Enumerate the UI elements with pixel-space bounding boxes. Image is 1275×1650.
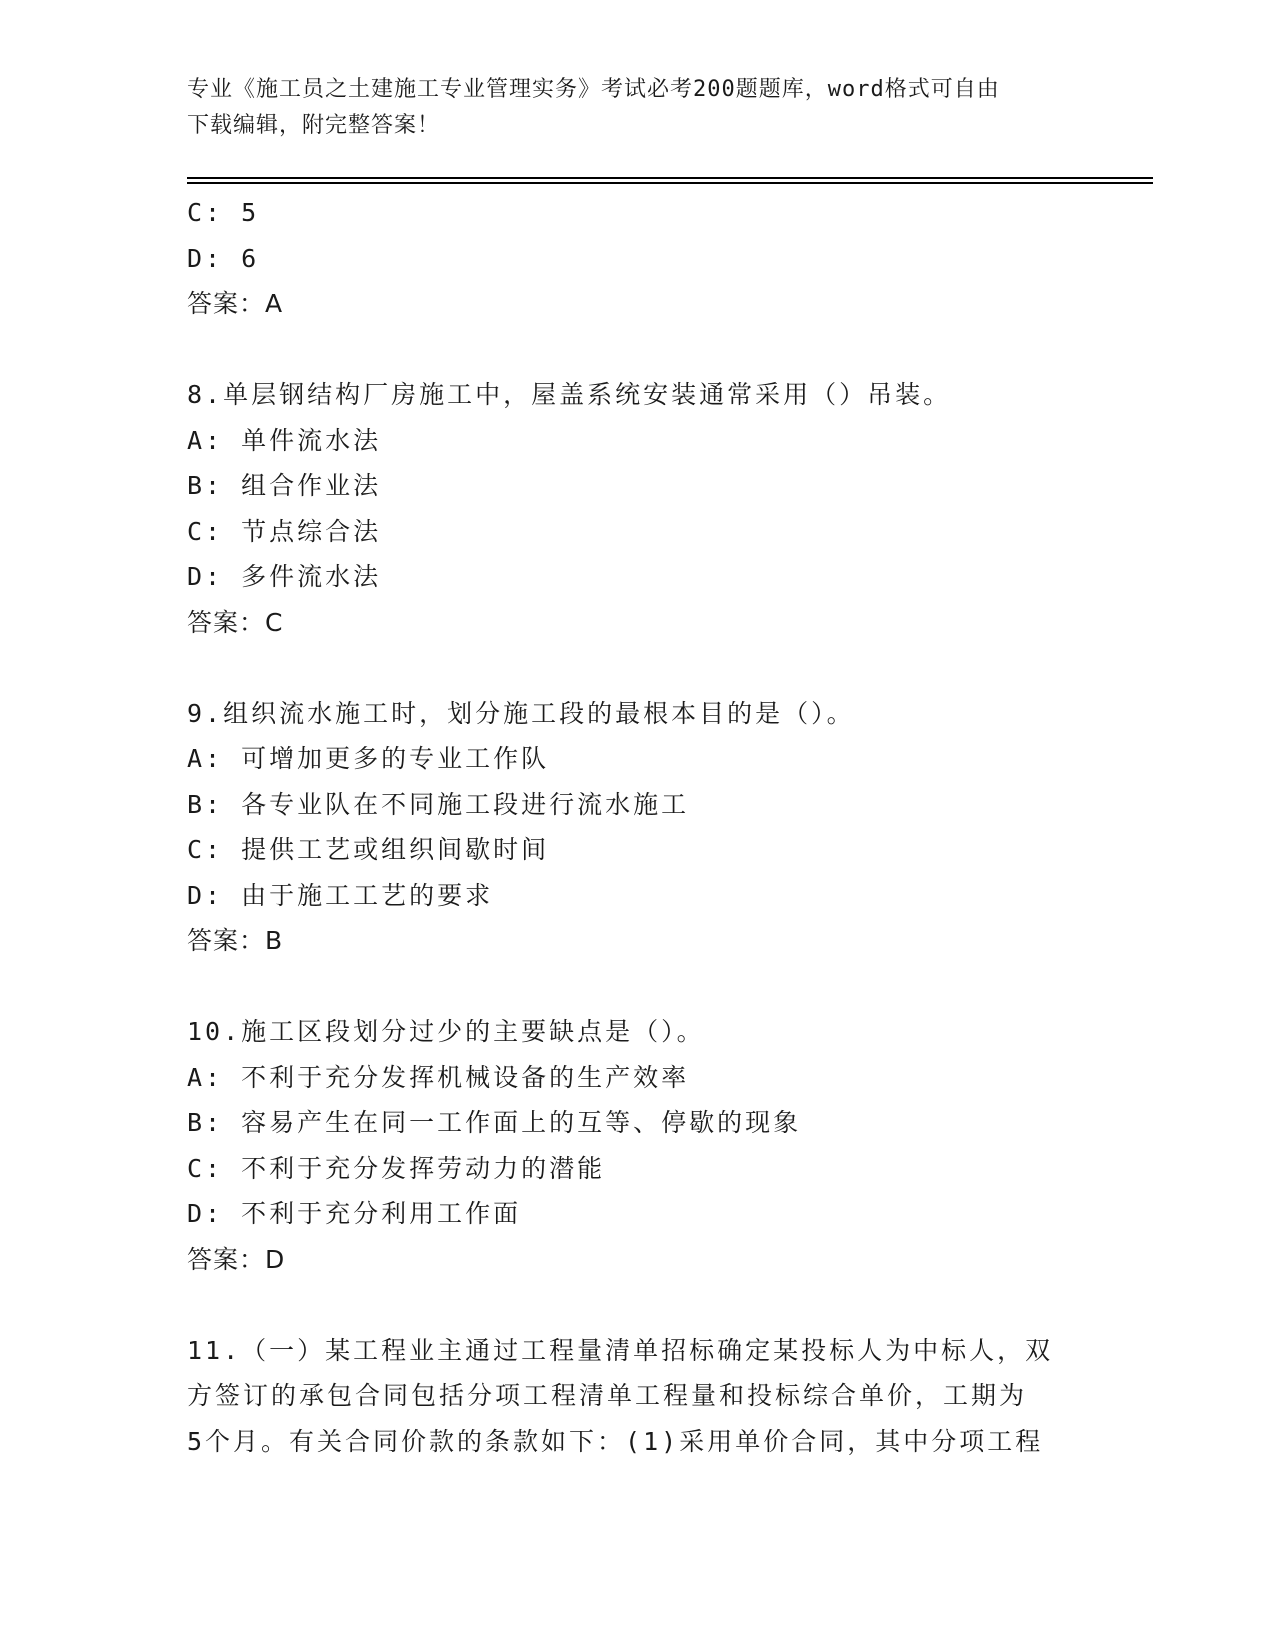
q9-option-b: B: 各专业队在不同施工段进行流水施工: [187, 789, 690, 819]
q7-option-c: C: 5: [187, 198, 260, 227]
spacer: [187, 1282, 1087, 1328]
header-line-1: 专业《施工员之土建施工专业管理实务》考试必考200题题库，word格式可自由: [187, 77, 1000, 102]
header-divider-bottom: [187, 182, 1153, 184]
spacer: [187, 964, 1087, 1010]
question-11-block: [187, 1328, 1087, 1465]
q10-answer: 答案：D: [187, 1244, 286, 1274]
q9-option-a: A: 可增加更多的专业工作队: [187, 744, 550, 773]
q8-question: 8.单层钢结构厂房施工中，屋盖系统安装通常采用（）吊装。: [187, 380, 952, 409]
q8-option-b: B: 组合作业法: [187, 471, 382, 500]
q10-option-c: C: 不利于充分发挥劳动力的潜能: [187, 1153, 606, 1183]
q10-option-d: D: 不利于充分利用工作面: [187, 1199, 522, 1228]
q11-line-1: 11.（一）某工程业主通过工程量清单招标确定某投标人为中标人，双: [187, 1335, 1054, 1365]
q11-line-2: 方签订的承包合同包括分项工程清单工程量和投标综合单价，工期为: [187, 1381, 1028, 1410]
q11-line-3: 5个月。有关合同价款的条款如下：(1)采用单价合同，其中分项工程: [187, 1426, 1044, 1456]
q10-question: 10.施工区段划分过少的主要缺点是（）。: [187, 1017, 705, 1046]
header-divider-top: [187, 177, 1153, 179]
q9-answer: 答案：B: [187, 926, 284, 955]
q10-option-a: A: 不利于充分发挥机械设备的生产效率: [187, 1062, 690, 1092]
q8-answer: 答案：C: [187, 607, 284, 637]
question-9-block: [187, 691, 1087, 964]
question-7-block: [187, 190, 1087, 327]
q10-option-b: B: 容易产生在同一工作面上的互等、停歇的现象: [187, 1108, 802, 1137]
q8-option-d: D: 多件流水法: [187, 562, 382, 591]
q9-question: 9.组织流水施工时，划分施工段的最根本目的是（）。: [187, 698, 855, 728]
question-10-block: [187, 1009, 1087, 1282]
spacer: [187, 645, 1087, 691]
spacer: [187, 327, 1087, 373]
q9-option-d: D: 由于施工工艺的要求: [187, 880, 494, 910]
document-body: [187, 190, 1087, 1464]
document-header: [187, 72, 1067, 144]
q8-option-a: A: 单件流水法: [187, 425, 382, 455]
question-8-block: [187, 372, 1087, 645]
header-line-2: 下载编辑，附完整答案！: [187, 113, 441, 138]
q7-answer: 答案：A: [187, 289, 284, 318]
q7-option-d: D: 6: [187, 243, 260, 273]
q8-option-c: C: 节点综合法: [187, 516, 382, 546]
q9-option-c: C: 提供工艺或组织间歇时间: [187, 835, 550, 864]
